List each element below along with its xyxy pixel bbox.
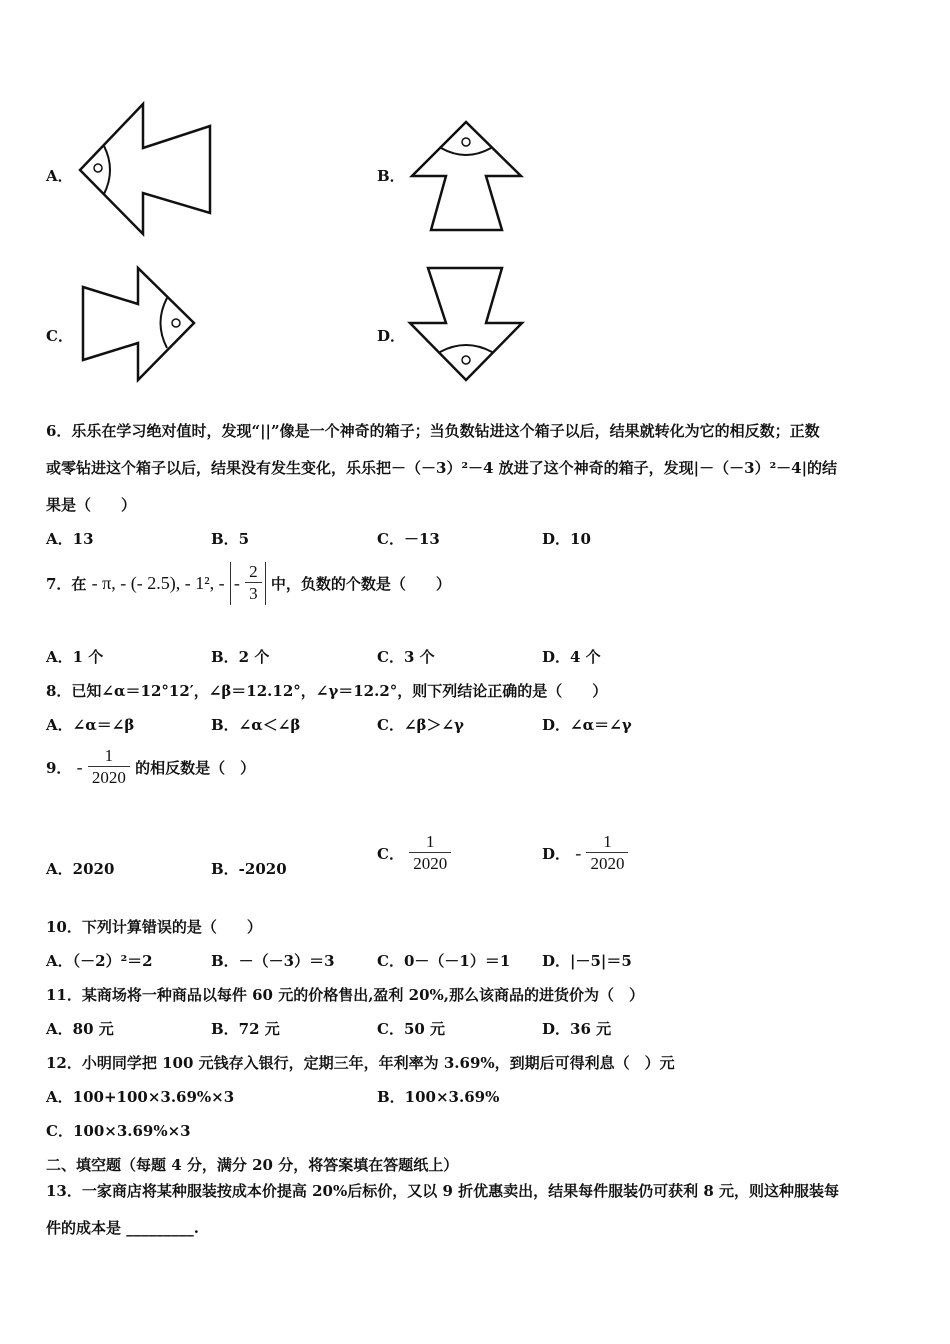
q12-option-b: B．100×3.69% bbox=[377, 1088, 500, 1106]
q9-option-d-sign: - bbox=[575, 843, 582, 863]
q12-option-a: A．100+100×3.69%×3 bbox=[46, 1088, 235, 1106]
q7-fraction bbox=[245, 562, 262, 605]
q9-option-d-numerator: 1 bbox=[586, 832, 628, 853]
q13-line-1: 13．一家商店将某种服装按成本价提高 20%后标价，又以 9 折优惠卖出，结果每件服装仍可获利 8 元，则这种服装每 bbox=[46, 1182, 839, 1200]
q7-option-d: D．4 个 bbox=[542, 648, 601, 666]
q7-stem bbox=[46, 562, 451, 605]
q9-sign: - bbox=[76, 757, 83, 777]
q7-prefix: 7．在 bbox=[46, 575, 87, 593]
q8-stem: 8．已知∠α＝12°12′，∠β＝12.12°，∠γ＝12.2°，则下列结论正确的是（ ） bbox=[46, 682, 608, 700]
q7-option-a: A．1 个 bbox=[46, 648, 104, 666]
q9-option-c-denominator: 2020 bbox=[413, 854, 448, 873]
q9-fraction bbox=[88, 746, 130, 789]
q12-option-c: C．100×3.69%×3 bbox=[46, 1122, 191, 1140]
figure-a-arrow-left bbox=[76, 100, 216, 238]
q10-stem: 10．下列计算错误的是（ ） bbox=[46, 918, 262, 936]
q10-option-b: B．－（－3）＝3 bbox=[211, 952, 335, 970]
q6-line-1: 6．乐乐在学习绝对值时，发现“||”像是一个神奇的箱子；当负数钻进这个箱子以后，结果就转化为它的相反数；正数 bbox=[46, 422, 820, 440]
q9-option-c-label: C． bbox=[377, 845, 404, 863]
q13-line-2: 件的成本是 _________. bbox=[46, 1219, 199, 1237]
figure-d-label: D． bbox=[377, 327, 406, 345]
section-2-title: 二、填空题（每题 4 分，满分 20 分，将答案填在答题纸上） bbox=[46, 1156, 459, 1174]
q9-option-d-label: D． bbox=[542, 845, 571, 863]
q6-line-2: 或零钻进这个箱子以后，结果没有发生变化，乐乐把－（－3）²－4 放进了这个神奇的箱子，发现|－（－3）²－4|的结 bbox=[46, 459, 838, 477]
q10-option-d: D．|－5|＝5 bbox=[542, 952, 632, 970]
q9-frac-numerator: 1 bbox=[88, 746, 130, 767]
q11-option-d: D．36 元 bbox=[542, 1020, 612, 1038]
q7-option-c: C．3 个 bbox=[377, 648, 435, 666]
figure-b-label: B． bbox=[377, 167, 405, 185]
q6-option-d: D．10 bbox=[542, 530, 591, 548]
q6-line-3: 果是（ ） bbox=[46, 496, 137, 514]
figure-a-label: A． bbox=[46, 167, 73, 185]
q9-option-b: B．-2020 bbox=[211, 860, 287, 878]
figure-c-arrow-right bbox=[78, 262, 198, 386]
q9-stem bbox=[46, 746, 255, 789]
q6-option-c: C．－13 bbox=[377, 530, 440, 548]
q9-suffix: 的相反数是（ ） bbox=[135, 759, 256, 777]
q8-option-d: D．∠α＝∠γ bbox=[542, 716, 632, 734]
figure-b-arrow-up bbox=[408, 118, 526, 234]
figure-c-label: C． bbox=[46, 327, 73, 345]
q10-option-a: A．（－2）²＝2 bbox=[46, 952, 153, 970]
q11-option-a: A．80 元 bbox=[46, 1020, 114, 1038]
q6-option-a: A．13 bbox=[46, 530, 94, 548]
q8-option-a: A．∠α＝∠β bbox=[46, 716, 135, 734]
q9-number: 9． bbox=[46, 759, 72, 777]
q9-frac-denominator: 2020 bbox=[91, 768, 126, 787]
q7-expression: - π, - (- 2.5), - 1², - bbox=[91, 573, 225, 593]
q9-option-c-numerator: 1 bbox=[409, 832, 451, 853]
q11-stem: 11．某商场将一种商品以每件 60 元的价格售出,盈利 20%,那么该商品的进货价为（ ） bbox=[46, 986, 644, 1004]
q7-suffix: 中，负数的个数是（ ） bbox=[270, 575, 451, 593]
q9-option-d bbox=[542, 832, 628, 875]
q7-option-b: B．2 个 bbox=[211, 648, 270, 666]
q9-option-d-fraction bbox=[586, 832, 628, 875]
q8-option-c: C．∠β＞∠γ bbox=[377, 716, 464, 734]
q10-option-c: C．0－（－1）＝1 bbox=[377, 952, 511, 970]
q9-option-c bbox=[377, 832, 451, 875]
q7-frac-denominator: 3 bbox=[249, 584, 258, 603]
figure-d-arrow-down bbox=[406, 264, 528, 386]
q11-option-b: B．72 元 bbox=[211, 1020, 280, 1038]
q8-option-b: B．∠α＜∠β bbox=[211, 716, 301, 734]
q7-abs-fraction bbox=[230, 562, 266, 605]
q6-option-b: B．5 bbox=[211, 530, 250, 548]
q7-frac-numerator: 2 bbox=[245, 562, 262, 583]
q12-stem: 12．小明同学把 100 元钱存入银行，定期三年，年利率为 3.69%，到期后可得利息（ ）元 bbox=[46, 1054, 675, 1072]
q7-frac-sign: - bbox=[233, 573, 240, 593]
q9-option-a: A．2020 bbox=[46, 860, 115, 878]
q9-option-d-denominator: 2020 bbox=[590, 854, 625, 873]
q11-option-c: C．50 元 bbox=[377, 1020, 446, 1038]
q9-option-c-fraction bbox=[409, 832, 451, 875]
